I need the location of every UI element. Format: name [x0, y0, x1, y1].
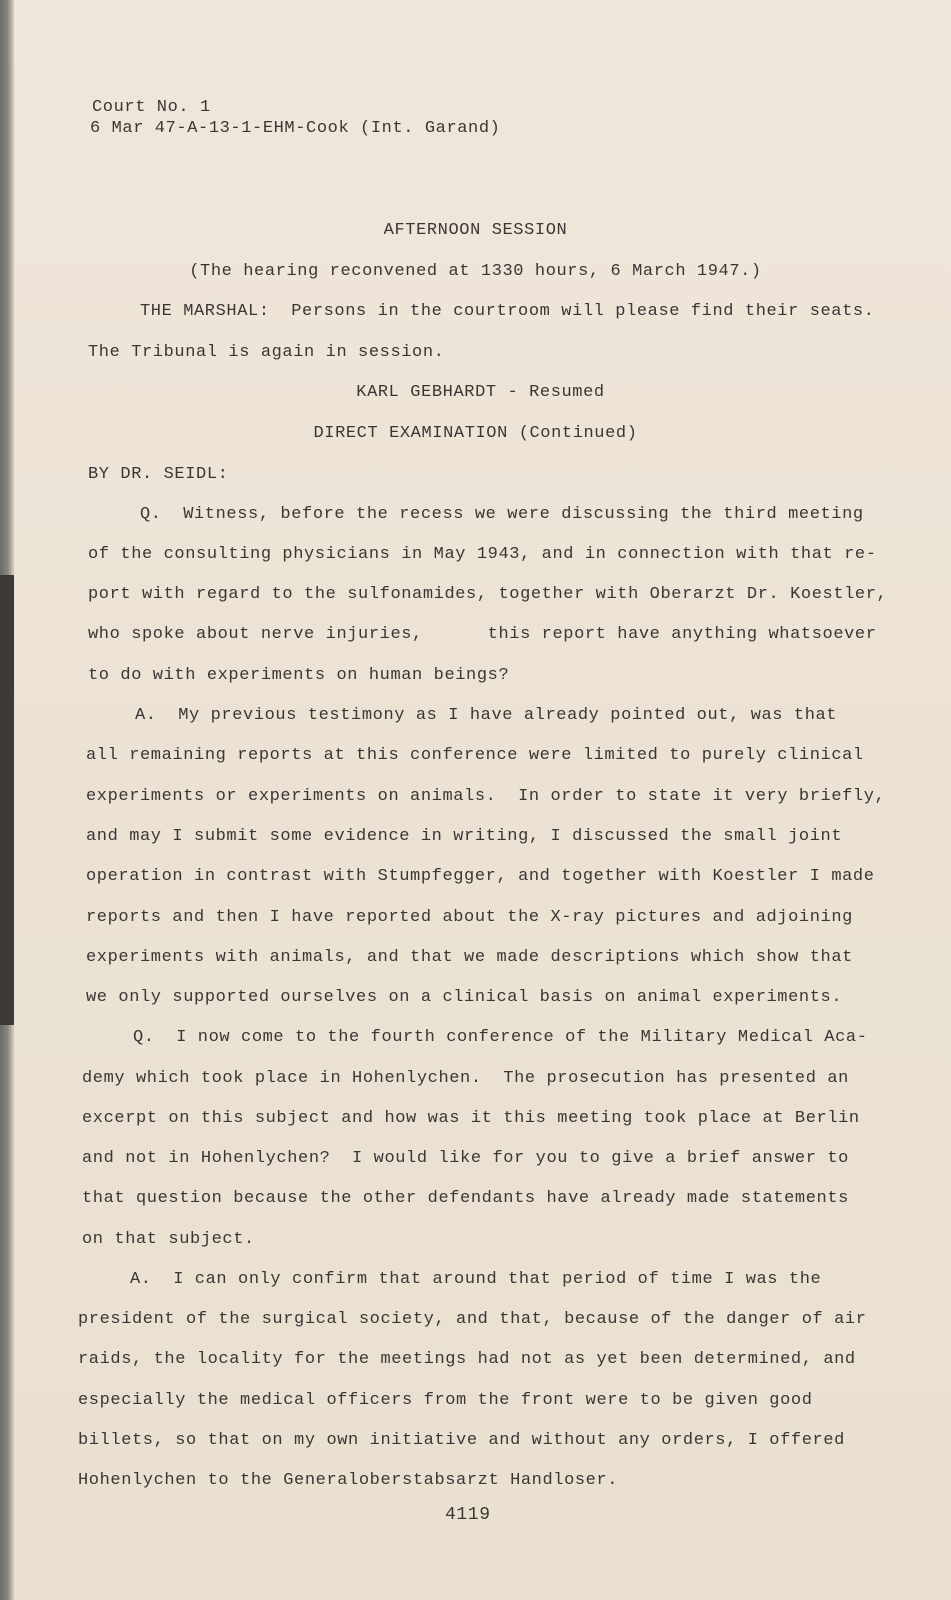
body-line: president of the surgical society, and that, because of the danger of air [78, 1310, 867, 1329]
body-line: on that subject. [82, 1230, 255, 1249]
witness-heading: KARL GEBHARDT - Resumed [356, 383, 605, 402]
body-line: operation in contrast with Stumpfegger, and together with Koestler I made [86, 867, 875, 886]
marshal-statement-continued: The Tribunal is again in session. [88, 343, 445, 362]
examiner-line: BY DR. SEIDL: [88, 465, 229, 484]
body-line: especially the medical officers from the front were to be given good [78, 1391, 813, 1410]
body-line: A. My previous testimony as I have already pointed out, was that [135, 706, 838, 725]
examination-heading: DIRECT EXAMINATION (Continued) [313, 424, 638, 443]
body-line: that question because the other defendants have already made statements [82, 1189, 849, 1208]
body-line: to do with experiments on human beings? [88, 666, 510, 685]
body-line: experiments with animals, and that we made descriptions which show that [86, 948, 853, 967]
body-line: reports and then I have reported about the X-ray pictures and adjoining [86, 908, 853, 927]
body-line: Q. I now come to the fourth conference of the Military Medical Aca- [133, 1028, 868, 1047]
body-line: all remaining reports at this conference were limited to purely clinical [86, 746, 864, 765]
body-line: Hohenlychen to the Generaloberstabsarzt Handloser. [78, 1471, 619, 1490]
body-line: A. I can only confirm that around that period of time I was the [130, 1270, 822, 1289]
body-line: experiments or experiments on animals. In order to state it very briefly, [86, 787, 886, 806]
body-line: port with regard to the sulfonamides, together with Oberarzt Dr. Koestler, [88, 585, 888, 604]
marshal-statement: THE MARSHAL: Persons in the courtroom will please find their seats. [140, 302, 875, 321]
body-line: raids, the locality for the meetings had not as yet been determined, and [78, 1350, 856, 1369]
body-line: excerpt on this subject and how was it this meeting took place at Berlin [82, 1109, 860, 1128]
body-line: demy which took place in Hohenlychen. The prosecution has presented an [82, 1069, 849, 1088]
body-line: we only supported ourselves on a clinical basis on animal experiments. [86, 988, 843, 1007]
court-number: Court No. 1 [92, 98, 211, 117]
body-line: Q. Witness, before the recess we were discussing the third meeting [140, 505, 864, 524]
body-line: who spoke about nerve injuries, this report have anything whatsoever [88, 625, 877, 644]
reconvened-note: (The hearing reconvened at 1330 hours, 6 March 1947.) [189, 262, 762, 281]
document-reference: 6 Mar 47-A-13-1-EHM-Cook (Int. Garand) [90, 119, 501, 138]
body-line: billets, so that on my own initiative and without any orders, I offered [78, 1431, 845, 1450]
page-number: 4119 [445, 1505, 491, 1525]
session-title: AFTERNOON SESSION [383, 221, 568, 240]
body-line: and not in Hohenlychen? I would like for you to give a brief answer to [82, 1149, 849, 1168]
body-line: and may I submit some evidence in writing, I discussed the small joint [86, 827, 843, 846]
scan-shadow [0, 575, 14, 1025]
body-line: of the consulting physicians in May 1943, and in connection with that re- [88, 545, 877, 564]
